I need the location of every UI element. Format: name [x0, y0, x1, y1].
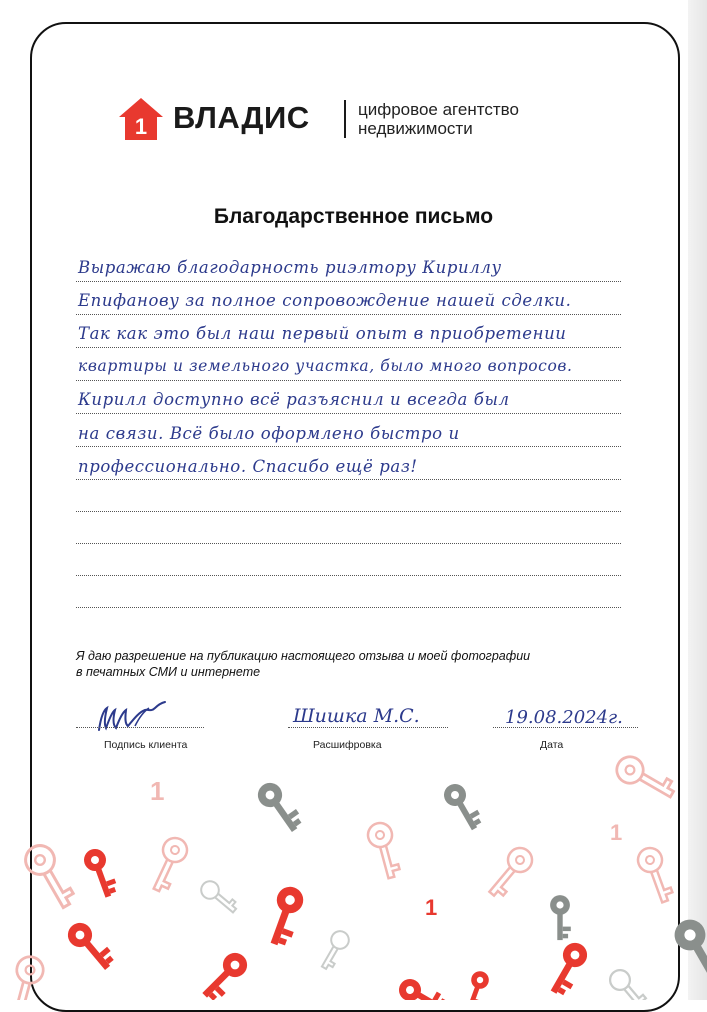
- ruled-line: [76, 281, 621, 282]
- client-signature: [95, 700, 185, 734]
- keys-decoration: [0, 740, 707, 1000]
- consent-line-1: Я даю разрешение на публикацию настоящего отзыва и моей фотографии: [76, 649, 531, 663]
- ruled-line: [76, 347, 621, 348]
- handwritten-line: Епифанову за полное сопровождение нашей сделки.: [78, 291, 572, 310]
- svg-text:1: 1: [150, 776, 165, 806]
- tagline-line-1: цифровое агентство: [358, 100, 519, 119]
- brand-logo: [118, 97, 588, 147]
- date-label: Дата: [540, 739, 564, 751]
- logo-divider: [344, 100, 346, 138]
- consent-line-2: в печатных СМИ и интернете: [76, 665, 261, 679]
- ruled-line: [76, 413, 621, 414]
- handwritten-line: на связи. Всё было оформлено быстро и: [78, 424, 460, 443]
- decoding-line: [288, 727, 448, 728]
- handwritten-line: Кирилл доступно всё разъяснил и всегда был: [78, 390, 510, 409]
- handwritten-line: Так как это был наш первый опыт в приобретении: [78, 324, 567, 343]
- handwritten-line: профессионально. Спасибо ещё раз!: [78, 457, 418, 476]
- handwritten-line: Выражаю благодарность риэлтору Кириллу: [78, 258, 502, 277]
- date-value: 19.08.2024г.: [505, 707, 623, 728]
- ruled-line: [76, 575, 621, 576]
- tagline-line-2: недвижимости: [358, 119, 473, 138]
- house-logo-icon: [118, 97, 164, 141]
- publication-consent: [76, 648, 636, 680]
- decoding-label: Расшифровка: [313, 739, 382, 751]
- svg-text:1: 1: [610, 820, 623, 845]
- ruled-line: [76, 607, 621, 608]
- handwritten-line: квартиры и земельного участка, было много вопросов.: [78, 357, 573, 375]
- ruled-line: [76, 479, 621, 480]
- brand-name: ВЛАДИС: [173, 100, 310, 135]
- ruled-line: [76, 314, 621, 315]
- svg-text:1: 1: [134, 114, 148, 139]
- date-line: [493, 727, 638, 728]
- signature-line: [76, 727, 204, 728]
- signature-label: Подпись клиента: [104, 739, 188, 751]
- letter-title: Благодарственное письмо: [213, 205, 494, 228]
- ruled-line: [76, 380, 621, 381]
- ruled-line: [76, 446, 621, 447]
- brand-tagline: [358, 100, 519, 138]
- ruled-line: [76, 543, 621, 544]
- decoding-value: Шишка М.С.: [293, 705, 420, 727]
- svg-text:1: 1: [425, 895, 438, 920]
- ruled-line: [76, 511, 621, 512]
